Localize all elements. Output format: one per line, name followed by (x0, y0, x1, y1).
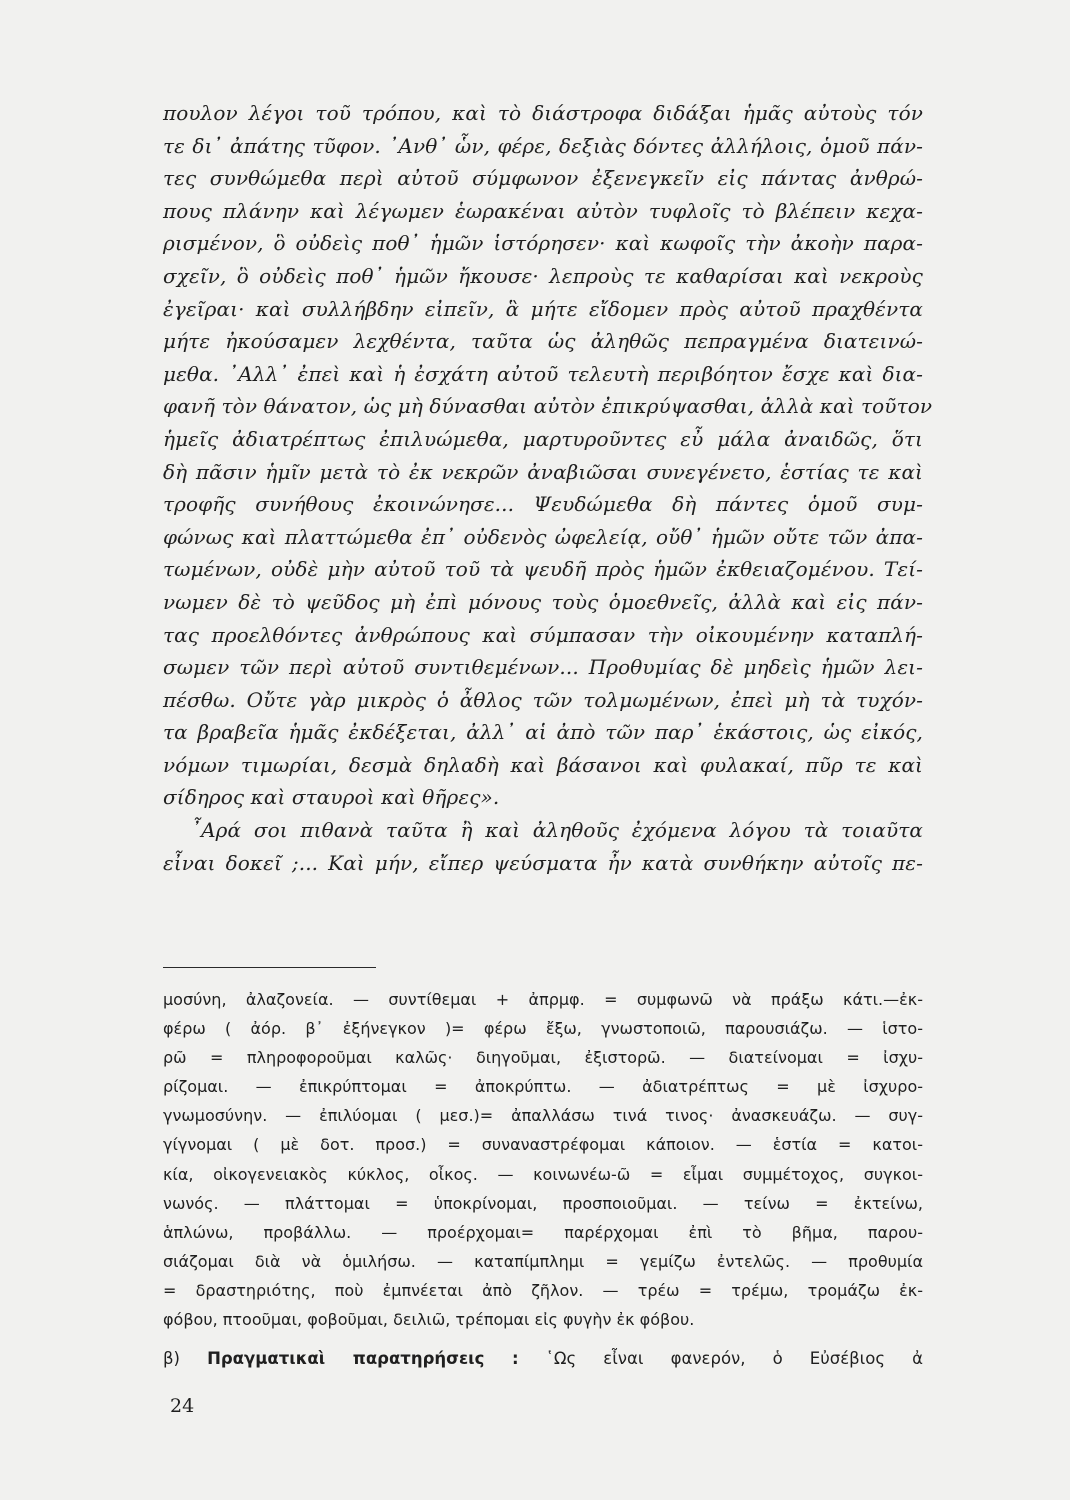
text-line: σωμεν τῶν περὶ αὐτοῦ συντιθεμένων... Προθυμίας δὲ μηδεὶς ἡμῶν λει- (163, 655, 923, 680)
footnote-line: νωνός. — πλάττομαι = ὑποκρίνομαι, προσποιοῦμαι. — τείνω = ἐκτείνω, (163, 1193, 923, 1213)
text-line: τα βραβεῖα ἡμᾶς ἐκδέξεται, ἀλλ᾽ αἱ ἀπὸ τῶν παρ᾽ ἑκάστοις, ὡς εἰκός, (163, 720, 923, 745)
text-line: νόμων τιμωρίαι, δεσμὰ δηλαδὴ καὶ βάσανοι καὶ φυλακαί, πῦρ τε καὶ (163, 752, 923, 777)
text-line: σίδηρος καὶ σταυροὶ καὶ θῆρες». (163, 785, 500, 810)
footnote-line: ρίζομαι. — ἐπικρύπτομαι = ἀποκρύπτω. — ἀδιατρέπτως = μὲ ἰσχυρο- (163, 1077, 923, 1097)
footnote-line: φόβου, πτοοῦμαι, φοβοῦμαι, δειλιῶ, τρέπομαι εἰς φυγὴν ἐκ φόβου. (163, 1310, 695, 1330)
text-line: πέσθω. Οὔτε γὰρ μικρὸς ὁ ἆθλος τῶν τολμωμένων, ἐπεὶ μὴ τὰ τυχόν- (163, 687, 923, 712)
text-line: τας προελθόντες ἀνθρώπους καὶ σύμπασαν τὴν οἰκουμένην καταπλή- (163, 622, 923, 647)
section-b-remarks (163, 1344, 923, 1373)
footnote-line: γίγνομαι ( μὲ δοτ. προσ.) = συναναστρέφομαι κάποιον. — ἑστία = κατοι- (163, 1135, 923, 1155)
footnote-line: φέρω ( ἀόρ. β᾽ ἐξήνεγκον )= φέρω ἔξω, γνωστοποιῶ, παρουσιάζω. — ἱστο- (163, 1019, 923, 1039)
section-b-text: ῾Ως εἶναι φανερόν, ὁ Εὐσέβιος ἀ (545, 1349, 923, 1368)
text-line: τες συνθώμεθα περὶ αὐτοῦ σύμφωνον ἐξενεγκεῖν εἰς πάντας ἀνθρώ- (163, 166, 923, 191)
text-line: μήτε ἠκούσαμεν λεχθέντα, ταῦτα ὡς ἀληθῶς πεπραγμένα διατεινώ- (163, 329, 923, 354)
text-line: σχεῖν, ὃ οὐδεὶς ποθ᾽ ἡμῶν ἤκουσε· λεπροὺς τε καθαρίσαι καὶ νεκροὺς (163, 263, 923, 288)
main-text (163, 97, 933, 879)
text-line: φώνως καὶ πλαττώμεθα ἐπ᾽ οὐδενὸς ὠφελείᾳ, οὔθ᾽ ἡμῶν οὔτε τῶν ἀπα- (163, 524, 923, 549)
text-line: ἐγεῖραι· καὶ συλλήβδην εἰπεῖν, ἃ μήτε εἴδομεν πρὸς αὐτοῦ πραχθέντα (163, 296, 923, 321)
text-line: ρισμένον, ὃ οὐδεὶς ποθ᾽ ἡμῶν ἱστόρησεν· καὶ κωφοῖς τὴν ἀκοὴν παρα- (163, 231, 923, 256)
footnote-divider (163, 967, 376, 968)
text-line: τροφῆς συνήθους ἐκοινώνησε... Ψευδώμεθα δὴ πάντες ὁμοῦ συμ- (163, 492, 923, 517)
section-b-label: β) (163, 1349, 180, 1368)
text-line: ἡμεῖς ἀδιατρέπτως ἐπιλυώμεθα, μαρτυροῦντες εὖ μάλα ἀναιδῶς, ὅτι (163, 426, 923, 451)
text-line: εἶναι δοκεῖ ;... Καὶ μήν, εἴπερ ψεύσματα ἦν κατὰ συνθήκην αὐτοῖς πε- (163, 850, 923, 875)
footnote-line: ἁπλώνω, προβάλλω. — προέρχομαι= παρέρχομαι ἐπὶ τὸ βῆμα, παρου- (163, 1222, 923, 1242)
footnote-line: ρῶ = πληροφοροῦμαι καλῶς· διηγοῦμαι, ἐξιστορῶ. — διατείνομαι = ἰσχυ- (163, 1048, 923, 1068)
glossary-footnotes (163, 985, 923, 1334)
text-line: πους πλάνην καὶ λέγωμεν ἑωρακέναι αὐτὸν τυφλοῖς τὸ βλέπειν κεχα- (163, 198, 923, 223)
footnote-line: μοσύνη, ἀλαζονεία. — συντίθεμαι + ἀπρμφ. = συμφωνῶ νὰ πράξω κάτι.—ἐκ- (163, 990, 923, 1009)
text-line: μεθα. ᾽Αλλ᾽ ἐπεὶ καὶ ἡ ἐσχάτη αὐτοῦ τελευτὴ περιβόητον ἔσχε καὶ δια- (163, 361, 923, 386)
page-number: 24 (170, 1395, 195, 1417)
text-line: φανῆ τὸν θάνατον, ὡς μὴ δύνασθαι αὐτὸν ἐπικρύψασθαι, ἀλλὰ καὶ τοῦτον (163, 394, 933, 419)
footnote-line: γνωμοσύνην. — ἐπιλύομαι ( μεσ.)= ἀπαλλάσω τινά τινος· ἀνασκευάζω. — συγ- (163, 1106, 923, 1126)
text-line: πουλον λέγοι τοῦ τρόπου, καὶ τὸ διάστροφα διδάξαι ἡμᾶς αὐτοὺς τόν (163, 101, 923, 125)
footnote-line: = δραστηριότης, ποὺ ἐμπνέεται ἀπὸ ζῆλον. — τρέω = τρέμω, τρομάζω ἐκ- (163, 1280, 923, 1300)
text-line: τε δι᾽ ἀπάτης τῦφον. ᾽Ανθ᾽ ὧν, φέρε, δεξιὰς δόντες ἀλλήλοις, ὁμοῦ πάν- (163, 133, 923, 158)
text-line: τωμένων, οὐδὲ μὴν αὐτοῦ τοῦ τὰ ψευδῆ πρὸς ἡμῶν ἐκθειαζομένου. Τεί- (163, 557, 923, 582)
footnote-line: κία, οἰκογενειακὸς κύκλος, οἶκος. — κοινωνέω-ῶ = εἶμαι συμμέτοχος, συγκοι- (163, 1164, 923, 1184)
text-line: δὴ πᾶσιν ἡμῖν μετὰ τὸ ἐκ νεκρῶν ἀναβιῶσαι συνεγένετο, ἑστίας τε καὶ (163, 459, 923, 484)
text-line: νωμεν δὲ τὸ ψεῦδος μὴ ἐπὶ μόνους τοὺς ὁμοεθνεῖς, ἀλλὰ καὶ εἰς πάν- (163, 589, 923, 614)
text-line: ῏Αρά σοι πιθανὰ ταῦτα ἢ καὶ ἀληθοῦς ἐχόμενα λόγου τὰ τοιαῦτα (191, 818, 923, 843)
section-b-heading: Πραγματικαὶ παρατηρήσεις : (207, 1349, 519, 1368)
footnote-line: σιάζομαι διὰ νὰ ὁμιλήσω. — καταπίμπλημι = γεμίζω ἐντελῶς. — προθυμία (163, 1251, 923, 1271)
